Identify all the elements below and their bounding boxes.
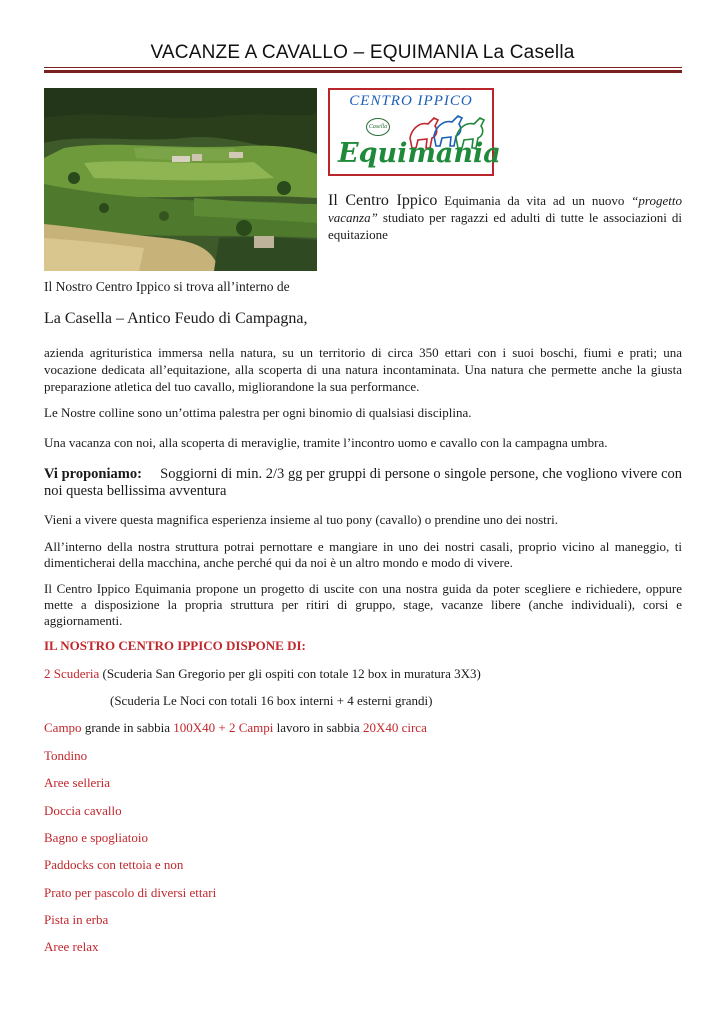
facilities-heading: IL NOSTRO CENTRO IPPICO DISPONE DI: bbox=[44, 638, 306, 653]
proposal-text: Soggiorni di min. 2/3 gg per gruppi di persone o singole persone, che vogliono vivere con noi questa bellissima avventura bbox=[44, 466, 683, 499]
facility-item: Doccia cavallo bbox=[44, 803, 122, 818]
location-intro: Il Nostro Centro Ippico si trova all’interno de bbox=[44, 279, 290, 294]
header-rule-thin bbox=[44, 67, 682, 68]
logo-main-text: Equimania bbox=[338, 138, 501, 169]
stables-text-1: (Scuderia San Gregorio per gli ospiti con totale 12 box in muratura 3X3) bbox=[99, 666, 481, 681]
arena-text-2: lavoro in sabbia bbox=[273, 720, 363, 735]
facility-item: Tondino bbox=[44, 748, 88, 763]
facility-item: Aree relax bbox=[44, 939, 99, 954]
proposal-label: Vi proponiamo: bbox=[44, 466, 142, 482]
stables-label: 2 Scuderia bbox=[44, 666, 100, 681]
para-project: Il Centro Ippico Equimania propone un progetto di uscite con una nostra guida da poter scegliere e richiedere, oppure mette a disposizione la propria struttura per ritiri di gruppo, stage, vacanze libere (anche individuali), corsi e aggiornamenti. bbox=[44, 581, 682, 628]
proposal-paragraph bbox=[44, 466, 682, 500]
intro-italic: “progetto vacanza” bbox=[328, 193, 682, 225]
facility-item: Prato per pascolo di diversi ettari bbox=[44, 885, 217, 900]
landscape-photo bbox=[44, 88, 317, 271]
arena-text-1: grande in sabbia bbox=[81, 720, 174, 735]
logo-seal: Casella bbox=[366, 118, 390, 136]
estate-name: La Casella – Antico Feudo di Campagna, bbox=[44, 310, 308, 327]
facility-item: Pista in erba bbox=[44, 912, 109, 927]
facility-item: Bagno e spogliatoio bbox=[44, 830, 148, 845]
arena-label: Campo bbox=[44, 720, 82, 735]
para-vacation: Una vacanza con noi, alla scoperta di meraviglie, tramite l’incontro uomo e cavallo con la campagna umbra. bbox=[44, 435, 608, 450]
facility-item: Aree selleria bbox=[44, 775, 111, 790]
intro-lead: Il Centro Ippico bbox=[328, 192, 438, 209]
equimania-logo bbox=[328, 88, 501, 176]
header-rule-thick bbox=[44, 70, 682, 73]
facility-item: Paddocks con tettoia e non bbox=[44, 857, 184, 872]
para-hills: Le Nostre colline sono un’ottima palestra per ogni binomio di qualsiasi disciplina. bbox=[44, 405, 472, 420]
arena-size-1: 100X40 + 2 Campi bbox=[173, 720, 274, 735]
arena-line bbox=[44, 720, 682, 736]
stables-line-2: (Scuderia Le Noci con totali 16 box interni + 4 esterni grandi) bbox=[110, 693, 433, 708]
para-stay: All’interno della nostra struttura potrai pernottare e mangiare in uno dei nostri casali, proprio vicino al maneggio, ti dimenticherai della macchina, anche perché qui da noi è un altro mondo e modo di vivere. bbox=[44, 539, 682, 570]
arena-size-2: 20X40 circa bbox=[362, 720, 427, 735]
para-estate: azienda agrituristica immersa nella natura, su un territorio di circa 350 ettari con i suoi boschi, fiumi e prati; una vocazione dedicata all’equitazione, alla scoperta di una natura incontaminata. Una natura che permette anche la giusta preparazione atletica del tuo cavallo, migliorandone la sua performance. bbox=[44, 345, 682, 394]
stables-line-1 bbox=[44, 666, 682, 682]
intro-text-1: Equimania da vita ad un nuovo bbox=[437, 193, 632, 208]
para-pony: Vieni a vivere questa magnifica esperienza insieme al tuo pony (cavallo) o prendine uno dei nostri. bbox=[44, 512, 558, 527]
page-title: VACANZE A CAVALLO – EQUIMANIA La Casella bbox=[150, 42, 575, 63]
intro-text-2: studiato per ragazzi ed adulti di tutte le associazioni di equitazione bbox=[328, 210, 682, 242]
intro-paragraph bbox=[328, 192, 682, 243]
logo-top-text: CENTRO IPPICO bbox=[349, 93, 473, 109]
